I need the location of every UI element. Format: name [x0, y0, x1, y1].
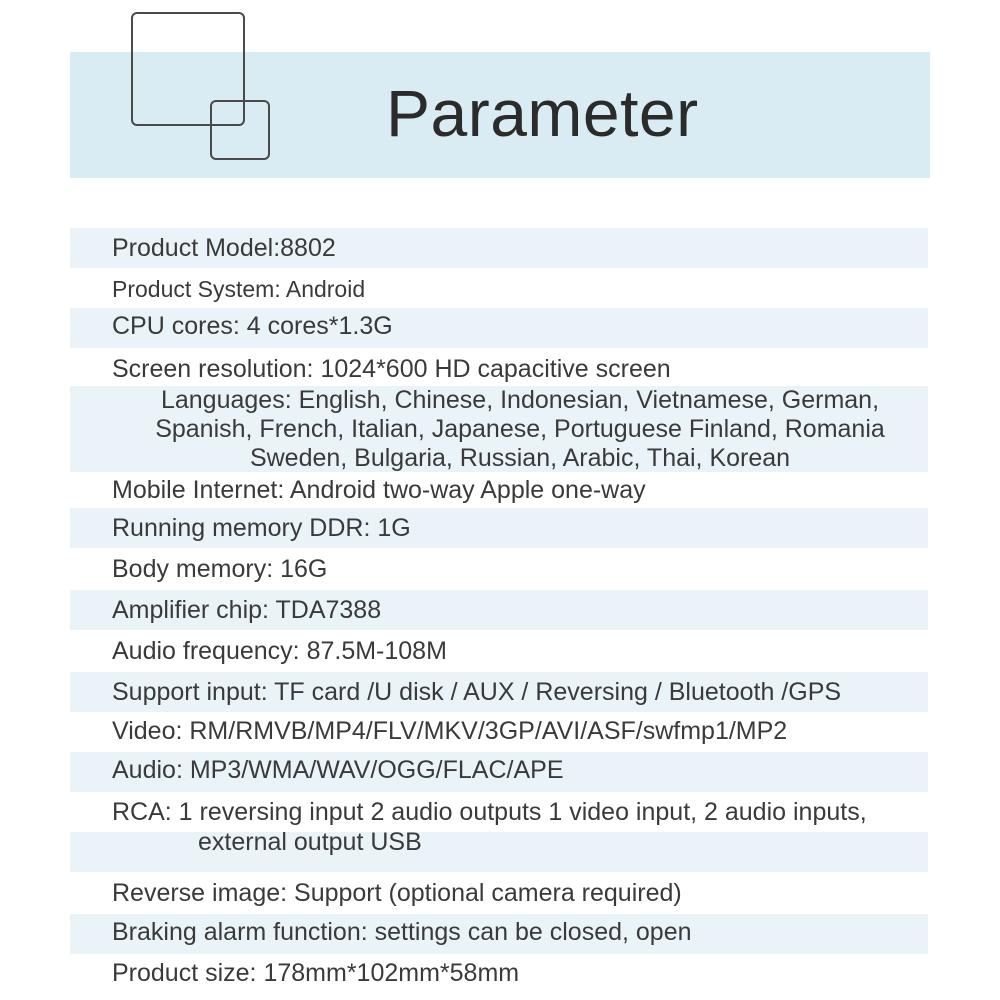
spec-text: Mobile Internet: Android two-way Apple one-way — [112, 476, 646, 504]
spec-text: Product Model:8802 — [112, 234, 336, 262]
spec-text: Amplifier chip: TDA7388 — [112, 596, 382, 624]
spec-text: Product size: 178mm*102mm*58mm — [112, 959, 520, 987]
spec-text: RCA: 1 reversing input 2 audio outputs 1 video input, 2 audio inputs, — [112, 798, 867, 826]
spec-text: Audio: MP3/WMA/WAV/OGG/FLAC/APE — [112, 756, 564, 784]
spec-row-rca-cont — [70, 828, 928, 872]
spec-text: Spanish, French, Italian, Japanese, Portuguese Finland, Romania — [155, 415, 885, 443]
spec-text: Product System: Android — [112, 276, 366, 302]
spec-text: Braking alarm function: settings can be closed, open — [112, 918, 692, 946]
spec-row-screen — [70, 352, 928, 386]
spec-row-body-memory — [70, 552, 928, 588]
spec-row-mobile-internet — [70, 472, 928, 508]
spec-text: Audio frequency: 87.5M-108M — [112, 637, 447, 665]
spec-row-running-memory — [70, 508, 928, 548]
spec-text: Video: RM/RMVB/MP4/FLV/MKV/3GP/AVI/ASF/swfmp1/MP2 — [112, 717, 788, 745]
spec-text: Body memory: 16G — [112, 555, 328, 583]
small-square-outline-icon — [210, 100, 270, 160]
spec-row-support-input — [70, 672, 928, 712]
page-title: Parameter — [386, 76, 699, 150]
spec-text: Running memory DDR: 1G — [112, 514, 411, 542]
spec-row-cpu — [70, 308, 928, 348]
spec-row-audio — [70, 752, 928, 792]
spec-text: Screen resolution: 1024*600 HD capacitive screen — [112, 355, 671, 383]
spec-row-reverse-image — [70, 876, 928, 912]
spec-text: Sweden, Bulgaria, Russian, Arabic, Thai, Korean — [249, 444, 791, 472]
spec-row-audio-frequency — [70, 634, 928, 670]
spec-text: CPU cores: 4 cores*1.3G — [112, 312, 393, 340]
spec-row-product-size — [70, 956, 928, 992]
spec-text: Languages: English, Chinese, Indonesian, Vietnamese, German, — [160, 386, 880, 414]
spec-row-rca — [70, 796, 928, 832]
spec-text: Reverse image: Support (optional camera required) — [112, 879, 682, 907]
spec-text: external output USB — [198, 828, 422, 856]
spec-row-product-system — [70, 272, 928, 308]
spec-row-amplifier — [70, 590, 928, 630]
spec-row-braking-alarm — [70, 914, 928, 954]
spec-row-video — [70, 714, 928, 750]
spec-row-languages — [70, 386, 928, 472]
spec-row-product-model — [70, 228, 928, 268]
spec-text: Support input: TF card /U disk / AUX / Reversing / Bluetooth /GPS — [112, 678, 842, 706]
